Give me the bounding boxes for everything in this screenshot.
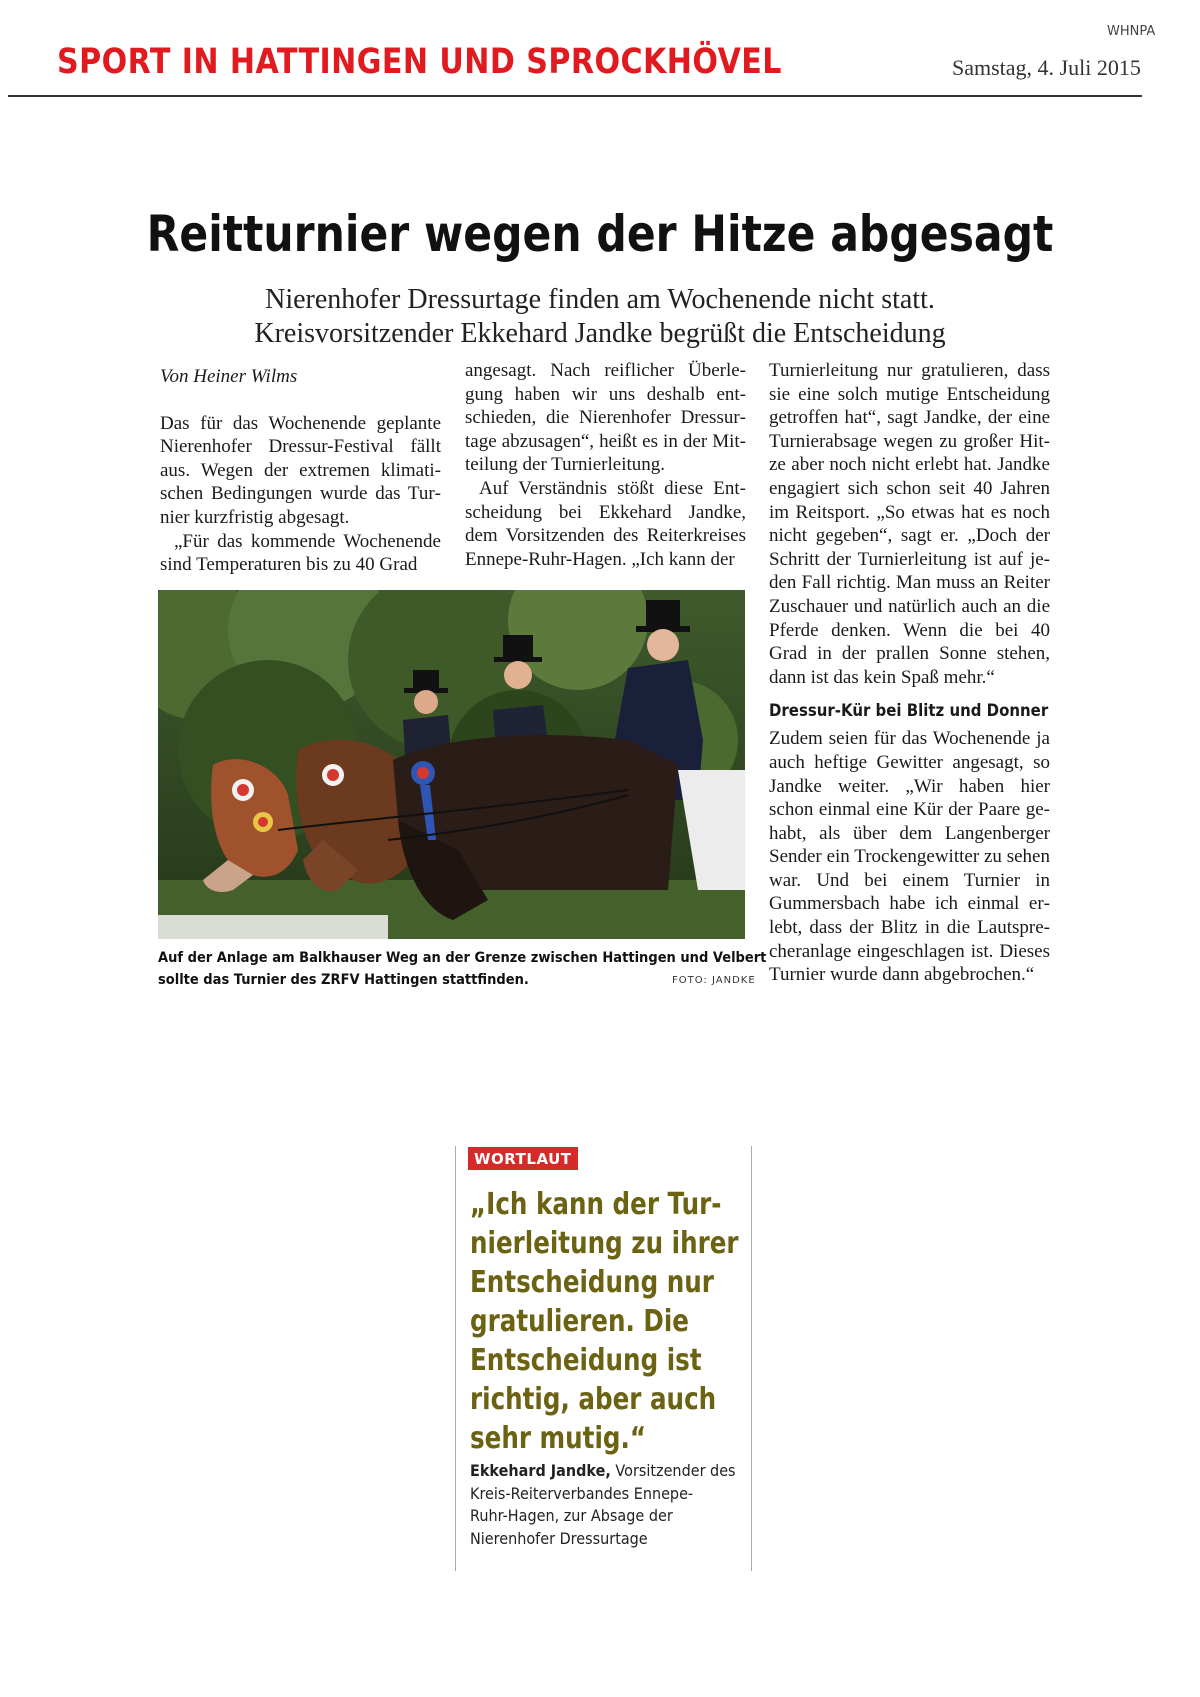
quote-line: sehr mutig.“: [470, 1421, 647, 1456]
quote-author: Ekkehard Jandke,: [470, 1461, 611, 1480]
quote-attribution-line: Ruhr-Hagen, zur Absage der: [470, 1506, 673, 1525]
caption-line: sollte das Turnier des ZRFV Hattingen stattfinden.: [158, 972, 529, 988]
paragraph: „Für das kommende Wochenende sind Temperaturen bis zu 40 Grad: [160, 530, 441, 576]
quote-label-badge: WORTLAUT: [468, 1147, 578, 1170]
byline: Von Heiner Wilms: [160, 366, 298, 387]
header-divider: [8, 95, 1142, 97]
quote-attribution-line: [470, 1460, 736, 1483]
quote-line: Entscheidung nur: [470, 1265, 714, 1300]
quote-attribution: [470, 1460, 750, 1550]
caption-line: Auf der Anlage am Balkhauser Weg an der Grenze zwischen Hattingen und Velbert: [158, 950, 767, 966]
quote-line: richtig, aber auch: [470, 1382, 717, 1417]
article-column-2: [465, 359, 746, 571]
quote-line: nierleitung zu ihrer: [470, 1226, 739, 1261]
paragraph: Zudem seien für das Wochenende ja auch heftige Gewitter angesagt, so Jandke weiter. „Wir haben hier schon einmal eine Kür der Paare gehabt, als über dem Langenberger Sender ein Trockengewitter zu sehen war. Und bei einem Turnier in Gummersbach habe ich einmal erlebt, dass der Blitz in die Lautsprecheranlage eingeschlagen ist. Dieses Turnier wurde dann abgebrochen.“: [769, 728, 1050, 986]
article-subheadline-line-1: Nierenhofer Dressurtage finden am Wochenende nicht statt.: [265, 284, 935, 315]
quote-attribution-line: Kreis-Reiterverbandes Ennepe-: [470, 1483, 694, 1503]
quote-box-border-right: [751, 1146, 752, 1571]
paragraph: Auf Verständnis stößt diese Entscheidung bei Ekkehard Jandke, dem Vorsitzenden des Reiterkreises Ennepe-Ruhr-Hagen. „Ich kann der: [465, 477, 746, 570]
quote-role: Vorsitzender des: [615, 1461, 736, 1480]
article-headline: Reitturnier wegen der Hitze abgesagt: [146, 205, 1054, 263]
article-subheadline-line-2: Kreisvorsitzender Ekkehard Jandke begrüßt die Entscheidung: [254, 318, 946, 349]
paragraph: angesagt. Nach reiflicher Überlegung haben wir uns deshalb entschieden, die Nierenhofer Dressurtage abzusagen“, heißt es in der Mitteilung der Turnierleitung.: [465, 360, 746, 476]
quote-box-border-left: [455, 1146, 456, 1571]
section-title: SPORT IN HATTINGEN UND SPROCKHÖVEL: [57, 42, 782, 82]
quote-line: Entscheidung ist: [470, 1343, 702, 1378]
photo-caption: [158, 947, 767, 991]
paragraph: Turnierleitung nur gratulieren, dass sie eine solch mutige Entscheidung getroffen hat“, sagt Jandke, der eine Turnierabsage wegen zu großer Hitze aber noch nicht erlebt hat. Jandke engagiert sich schon seit 40 Jahren im Reitsport. „So etwas hat es noch nicht gegeben“, sagt er. „Doch der Schritt der Turnierleitung ist auf jeden Fall richtig. Man muss an Reiter Zuschauer und natürlich auch an die Pferde denken. Wenn die bei 40 Grad in der prallen Sonne stehen, dann ist das kein Spaß mehr.“: [769, 360, 1050, 688]
issue-date: Samstag, 4. Juli 2015: [952, 55, 1141, 80]
photo-credit: FOTO: JANDKE: [672, 975, 756, 986]
publication-code: WHNPA: [1107, 24, 1156, 39]
quote-attribution-line: Nierenhofer Dressurtage: [470, 1528, 648, 1548]
article-photo: [158, 590, 745, 939]
article-column-3: [769, 359, 1050, 987]
paragraph: Das für das Wochenende geplante Nierenhofer Dressur-Festival fällt aus. Wegen der extremen klimatischen Bedingungen wurde das Turnier kurzfristig abgesagt.: [160, 412, 441, 528]
article-column-1: [160, 365, 441, 577]
section-subheading: Dressur-Kür bei Blitz und Donner: [769, 701, 1049, 722]
quote-line: gratulieren. Die: [470, 1304, 689, 1339]
quote-line: „Ich kann der Tur-: [470, 1187, 722, 1222]
pull-quote: [470, 1185, 750, 1458]
